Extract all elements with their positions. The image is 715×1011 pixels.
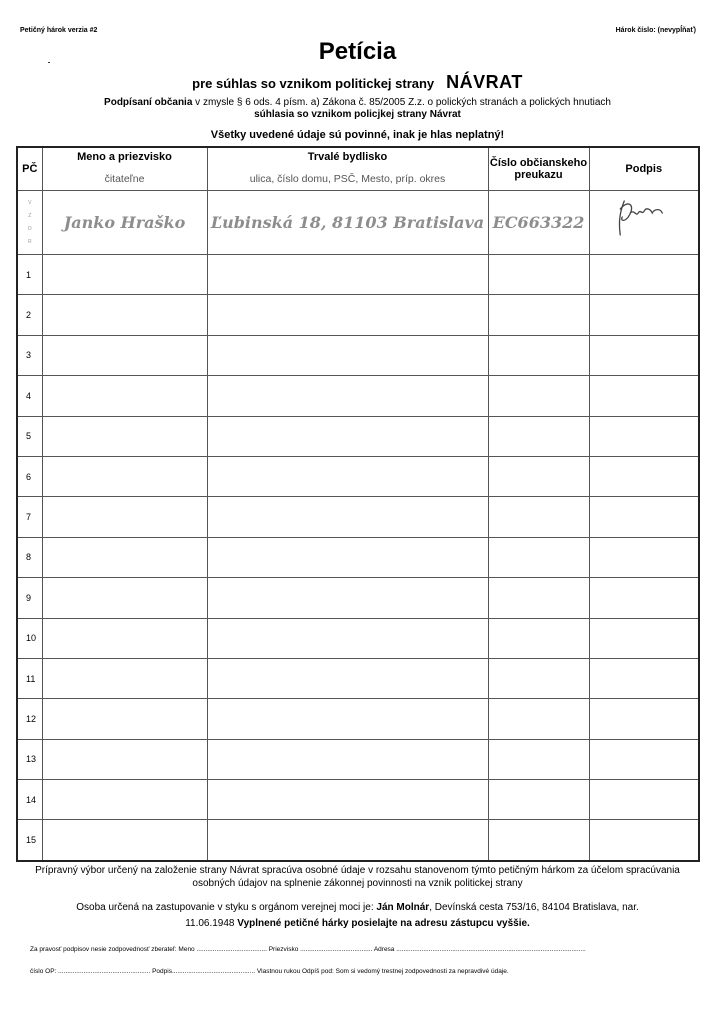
row-number: 3 (17, 335, 42, 375)
example-row (17, 191, 699, 255)
name-cell[interactable] (42, 699, 207, 739)
id-card-cell[interactable] (488, 497, 589, 537)
table-row (17, 537, 699, 577)
table-row (17, 456, 699, 496)
address-cell[interactable] (207, 335, 488, 375)
row-number: 1 (17, 255, 42, 295)
name-cell[interactable] (42, 255, 207, 295)
table-row (17, 658, 699, 698)
name-cell[interactable] (42, 537, 207, 577)
signature-cell[interactable] (589, 416, 699, 456)
col-address-label: Trvalé bydlisko (307, 151, 388, 163)
table-row (17, 780, 699, 820)
address-cell[interactable] (207, 739, 488, 779)
row-number: 7 (17, 497, 42, 537)
name-cell[interactable] (42, 376, 207, 416)
rep-date: 11.06.1948 (185, 918, 238, 929)
table-row (17, 618, 699, 658)
address-cell[interactable] (207, 456, 488, 496)
page-title: Petícia (318, 38, 397, 65)
vzor-letter: R (27, 238, 32, 245)
vzor-letter: V (28, 199, 32, 206)
id-card-cell[interactable] (488, 780, 589, 820)
col-pc: PČ (17, 147, 42, 191)
name-cell[interactable] (42, 497, 207, 537)
name-cell[interactable] (42, 658, 207, 698)
legal-line2: súhlasia so vznikom policjkej strany Návrat (254, 109, 461, 120)
sheet-number-label: Hárok číslo: (nevypĺňať) (615, 27, 696, 34)
signature-cell[interactable] (589, 739, 699, 779)
rep-post: , Devínská cesta 753/16, 84104 Bratislava, nar. (429, 902, 639, 913)
example-id-card: EC663322 (488, 191, 589, 255)
col-id-card: Číslo občianskeho preukazu (488, 147, 589, 191)
version-label: Petičný hárok verzia #2 (20, 27, 98, 34)
name-cell[interactable] (42, 578, 207, 618)
id-card-cell[interactable] (488, 295, 589, 335)
signature-cell[interactable] (589, 456, 699, 496)
row-number: 2 (17, 295, 42, 335)
name-cell[interactable] (42, 780, 207, 820)
signature-table (16, 146, 700, 862)
table-row (17, 255, 699, 295)
row-number: 10 (17, 618, 42, 658)
vzor-letter: O (27, 225, 32, 232)
row-number: 4 (17, 376, 42, 416)
rep-instruction: Vyplnené petičné hárky posielajte na adresu zástupcu vyššie. (237, 918, 530, 929)
name-cell[interactable] (42, 335, 207, 375)
row-number: 13 (17, 739, 42, 779)
rep-name: Ján Molnár (376, 902, 430, 913)
table-row (17, 335, 699, 375)
row-number: 6 (17, 456, 42, 496)
address-cell[interactable] (207, 537, 488, 577)
signature-cell[interactable] (589, 699, 699, 739)
legal-statement (0, 97, 715, 121)
col-address-hint: ulica, číslo domu, PSČ, Mesto, príp. okres (249, 173, 446, 185)
address-cell[interactable] (207, 416, 488, 456)
id-card-cell[interactable] (488, 739, 589, 779)
id-card-cell[interactable] (488, 456, 589, 496)
table-row (17, 295, 699, 335)
example-signature (589, 191, 699, 255)
id-card-cell[interactable] (488, 537, 589, 577)
address-cell[interactable] (207, 295, 488, 335)
row-number: 9 (17, 578, 42, 618)
rep-pre: Osoba určená na zastupovanie v styku s orgánom verejnej moci je: (76, 902, 377, 913)
table-row (17, 739, 699, 779)
address-cell[interactable] (207, 255, 488, 295)
legal-rest: v zmysle § 6 ods. 4 písm. a) Zákona č. 85/2005 Z.z. o polických stranách a polických hnutiach (192, 97, 611, 108)
signature-cell[interactable] (589, 255, 699, 295)
id-card-cell[interactable] (488, 335, 589, 375)
vzor-letter: Z (28, 212, 32, 219)
col-signature: Podpis (589, 147, 699, 191)
address-cell[interactable] (207, 658, 488, 698)
name-cell[interactable] (42, 416, 207, 456)
page-subtitle (0, 72, 715, 93)
address-cell[interactable] (207, 578, 488, 618)
col-address (207, 147, 488, 191)
signature-cell[interactable] (589, 658, 699, 698)
address-cell[interactable] (207, 780, 488, 820)
name-cell[interactable] (42, 739, 207, 779)
signature-cell[interactable] (589, 497, 699, 537)
subtitle-text: pre súhlas so vznikom politickej strany (192, 76, 435, 91)
row-number: 15 (17, 820, 42, 861)
example-marker (17, 191, 42, 255)
id-card-cell[interactable] (488, 618, 589, 658)
privacy-notice: Prípravný výbor určený na založenie strany Návrat spracúva osobné údaje v rozsahu stanovenom týmto petičným hárkom za účelom spracúvania osobných údajov na splnenie zákonnej povinnosti na vznik politickej strany (35, 865, 680, 889)
signature-cell[interactable] (589, 376, 699, 416)
name-cell[interactable] (42, 618, 207, 658)
signature-cell[interactable] (589, 578, 699, 618)
id-card-cell[interactable] (488, 255, 589, 295)
legal-bold: Podpísaní občania (104, 97, 193, 108)
row-number: 12 (17, 699, 42, 739)
col-name (42, 147, 207, 191)
id-card-cell[interactable] (488, 699, 589, 739)
row-number: 5 (17, 416, 42, 456)
col-name-hint: čitateľne (104, 173, 145, 185)
id-card-cell[interactable] (488, 416, 589, 456)
table-row (17, 699, 699, 739)
party-name: NÁVRAT (446, 72, 523, 92)
signature-cell[interactable] (589, 618, 699, 658)
signature-cell[interactable] (589, 820, 699, 861)
id-card-cell[interactable] (488, 376, 589, 416)
address-cell[interactable] (207, 376, 488, 416)
signature-cell[interactable] (589, 295, 699, 335)
table-header-row (17, 147, 699, 191)
representative-info (20, 900, 695, 932)
row-number: 11 (17, 658, 42, 698)
id-card-cell[interactable] (488, 578, 589, 618)
mandatory-note: Všetky uvedené údaje sú povinné, inak je hlas neplatný! (210, 129, 505, 141)
table-row (17, 497, 699, 537)
signature-cell[interactable] (589, 780, 699, 820)
signature-cell[interactable] (589, 537, 699, 577)
table-row (17, 376, 699, 416)
col-name-label: Meno a priezvisko (77, 151, 172, 163)
table-row (17, 578, 699, 618)
collector-line: Za pravosť podpisov nesie zodpovednosť zberateľ: Meno ....................................... Priezvisko ........................................ Adresa ......................................................................................................... (30, 946, 586, 953)
id-card-cell[interactable] (488, 658, 589, 698)
example-name: Janko Hraško (42, 191, 207, 255)
address-cell[interactable] (207, 699, 488, 739)
row-number: 8 (17, 537, 42, 577)
id-signature-line: číslo OP: ................................................... Podpis.............................................. Vlastnou rukou Odpíš pod: Som si vedomý trestnej zodpovednosti za nepravdivé údaje. (30, 968, 509, 975)
row-number: 14 (17, 780, 42, 820)
address-cell[interactable] (207, 497, 488, 537)
id-card-cell[interactable] (488, 820, 589, 861)
table-row (17, 416, 699, 456)
table-row (17, 820, 699, 861)
signature-scribble-icon (590, 191, 699, 249)
name-cell[interactable] (42, 820, 207, 861)
name-cell[interactable] (42, 456, 207, 496)
example-address: Ľubinská 18, 81103 Bratislava (207, 191, 488, 255)
signature-cell[interactable] (589, 335, 699, 375)
address-cell[interactable] (207, 618, 488, 658)
address-cell[interactable] (207, 820, 488, 861)
name-cell[interactable] (42, 295, 207, 335)
